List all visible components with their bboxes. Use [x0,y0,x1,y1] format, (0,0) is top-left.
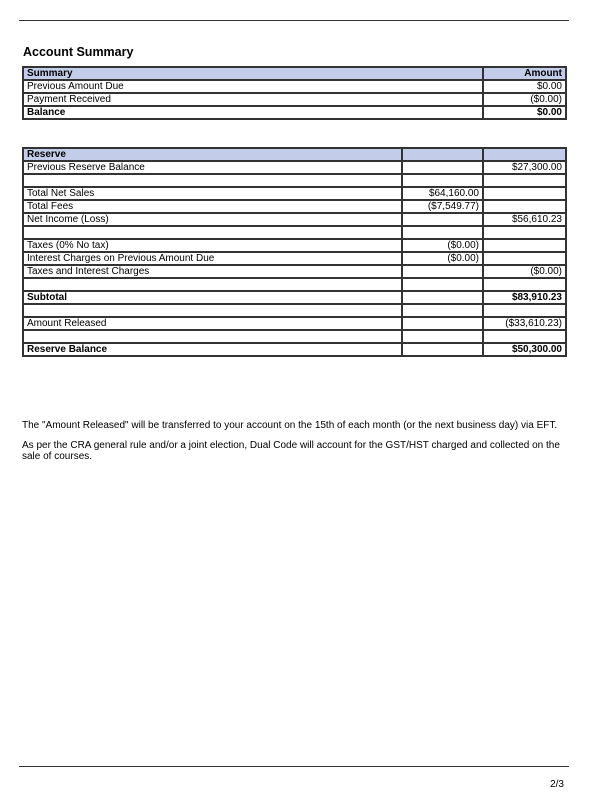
row-label [23,226,402,239]
reserve-table [22,147,567,357]
row-mid: ($7,549.77) [402,200,483,213]
row-amount: $0.00 [483,106,566,119]
row-label: Previous Amount Due [23,80,483,93]
reserve-header-label: Reserve [23,148,402,161]
summary-header-label: Summary [23,67,483,80]
row-amount: $50,300.00 [483,343,566,356]
page-title: Account Summary [23,45,134,59]
row-mid [402,265,483,278]
row-mid [402,317,483,330]
transfer-note: The "Amount Released" will be transferred to your account on the 15th of each month (or the next business day) via EFT. [22,420,558,431]
top-divider [19,20,569,21]
summary-table [22,66,567,120]
row-amount: ($0.00) [483,93,566,106]
row-amount [483,239,566,252]
page-number: 2/3 [550,779,564,790]
tax-note: As per the CRA general rule and/or a joint election, Dual Code will account for the GST/HST charged and collected on the sale of courses. [22,440,560,462]
row-label [23,304,402,317]
summary-header-row [23,67,566,80]
table-row [23,252,566,265]
table-row [23,278,566,291]
row-mid: ($0.00) [402,252,483,265]
reserve-header-empty [402,148,483,161]
row-amount [483,226,566,239]
row-amount: ($33,610.23) [483,317,566,330]
row-amount: $27,300.00 [483,161,566,174]
row-amount [483,330,566,343]
row-mid [402,161,483,174]
table-row [23,317,566,330]
row-label: Taxes and Interest Charges [23,265,402,278]
row-amount [483,174,566,187]
row-label: Interest Charges on Previous Amount Due [23,252,402,265]
row-mid [402,343,483,356]
row-label: Previous Reserve Balance [23,161,402,174]
table-row [23,330,566,343]
row-label: Total Net Sales [23,187,402,200]
row-label: Payment Received [23,93,483,106]
table-row [23,304,566,317]
row-amount: $83,910.23 [483,291,566,304]
row-amount [483,304,566,317]
table-row [23,161,566,174]
row-amount: $0.00 [483,80,566,93]
reserve-header-empty [483,148,566,161]
table-row [23,187,566,200]
table-row [23,265,566,278]
reserve-header-row [23,148,566,161]
row-label [23,278,402,291]
row-amount [483,278,566,291]
table-row [23,106,566,119]
table-row [23,213,566,226]
row-label: Net Income (Loss) [23,213,402,226]
summary-header-amount: Amount [483,67,566,80]
table-row [23,239,566,252]
row-mid [402,304,483,317]
row-mid: ($0.00) [402,239,483,252]
row-mid [402,330,483,343]
table-row [23,291,566,304]
table-row [23,200,566,213]
bottom-divider [19,766,569,767]
row-mid [402,226,483,239]
row-label: Taxes (0% No tax) [23,239,402,252]
row-amount [483,252,566,265]
row-mid: $64,160.00 [402,187,483,200]
row-label [23,174,402,187]
table-row [23,226,566,239]
table-row [23,343,566,356]
row-label [23,330,402,343]
row-amount [483,187,566,200]
row-label: Amount Released [23,317,402,330]
row-mid [402,278,483,291]
row-label: Reserve Balance [23,343,402,356]
row-label: Subtotal [23,291,402,304]
row-mid [402,213,483,226]
row-amount [483,200,566,213]
table-row [23,80,566,93]
row-mid [402,291,483,304]
row-mid [402,174,483,187]
row-amount: $56,610.23 [483,213,566,226]
table-row [23,93,566,106]
row-amount: ($0.00) [483,265,566,278]
row-label: Total Fees [23,200,402,213]
row-label: Balance [23,106,483,119]
table-row [23,174,566,187]
